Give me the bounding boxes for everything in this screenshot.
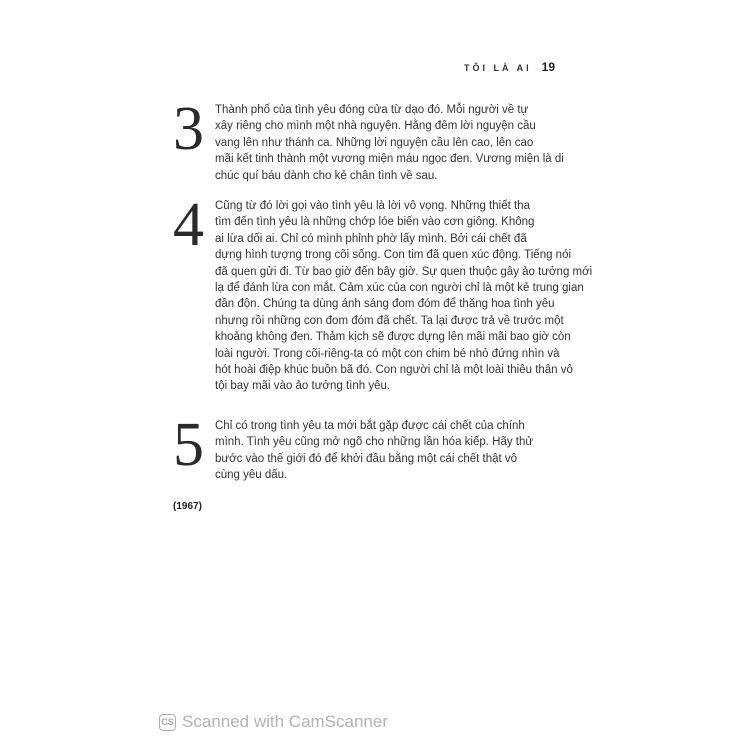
text-line: hót hoài điệp khúc buồn bã đó. Con người chỉ là một loài thiêu thân vô [215, 364, 573, 377]
section-3 [173, 95, 564, 184]
text-line: Chỉ có trong tình yêu ta mới bắt gặp được cái chết của chính [215, 420, 525, 432]
running-head [420, 60, 555, 74]
section-text [215, 418, 561, 484]
text-line: nhưng rồi những con đom đóm đã chết. Ta lại được trả về trước một [215, 314, 564, 327]
text-line: Thành phố của tình yêu đóng cửa từ dạo đó. Mỗi người về tự [215, 104, 529, 116]
watermark-text: Scanned with CamScanner [182, 712, 389, 731]
running-title: TÔI LÀ AI [463, 63, 532, 73]
text-line: bước vào thế giới đó để khởi đầu bằng một cái chết thật vô [215, 452, 518, 465]
section-5 [173, 411, 561, 484]
text-line: xây riêng cho mình một nhà nguyện. Hằng đêm lời nguyện cầu [215, 120, 536, 133]
section-numeral: 3 [173, 95, 204, 163]
text-line: mình. Tình yêu cũng mở ngõ cho những lần hóa kiếp. Hãy thử [215, 436, 534, 449]
poem-year: (1967) [173, 501, 202, 512]
text-line: đã quen gửi đi. Từ bao giờ đến bây giờ. Sự quen thuộc gây ảo tưởng mới [215, 265, 593, 278]
text-line: chúc quí báu dành cho kẻ chân tình về sau. [215, 169, 438, 182]
text-line: tội bay mãi vào ảo tưởng tình yêu. [215, 380, 391, 393]
page-number: 19 [541, 60, 555, 74]
section-numeral: 5 [173, 411, 204, 479]
text-line: đần độn. Chúng ta dùng ánh sáng đom đóm để thăng hoa tình yêu [215, 298, 555, 311]
text-line: tìm đến tình yêu là những chớp lóe biến vào cơn giông. Không [215, 216, 535, 229]
text-line: ai lừa dối ai. Chỉ có mình phỉnh phờ lấy mình. Bởi cái chết đã [215, 232, 527, 245]
text-line: loài người. Trong cõi-riêng-ta có một con chim bé nhỏ đứng nhìn và [215, 347, 560, 360]
text-line: dựng hình tượng trong cõi sống. Con tim đã quen xúc động. Tiếng nói [215, 249, 572, 262]
text-line: mãi kết tinh thành một vương miện máu ngọc đen. Vương miện là di [215, 153, 564, 166]
text-line: cùng yêu dấu. [215, 469, 288, 482]
section-numeral: 4 [173, 191, 204, 259]
camscanner-logo-icon: CS [159, 714, 176, 731]
section-4 [173, 191, 593, 395]
text-line: vang lên như thánh ca. Những lời nguyện cầu lên cao, lên cao [215, 136, 534, 149]
text-line: lạ để đánh lừa con mắt. Cảm xúc của con người chỉ là một kẻ trung gian [215, 282, 584, 295]
camscanner-watermark [159, 712, 388, 732]
text-line: khoảng không đen. Thảm kịch sẽ được dựng lên mãi mãi bao giờ còn [215, 331, 571, 344]
section-text [215, 198, 593, 395]
section-text [215, 102, 564, 184]
text-line: Cũng từ đó lời gọi vào tình yêu là lời vô vọng. Những thiết tha [215, 200, 530, 212]
